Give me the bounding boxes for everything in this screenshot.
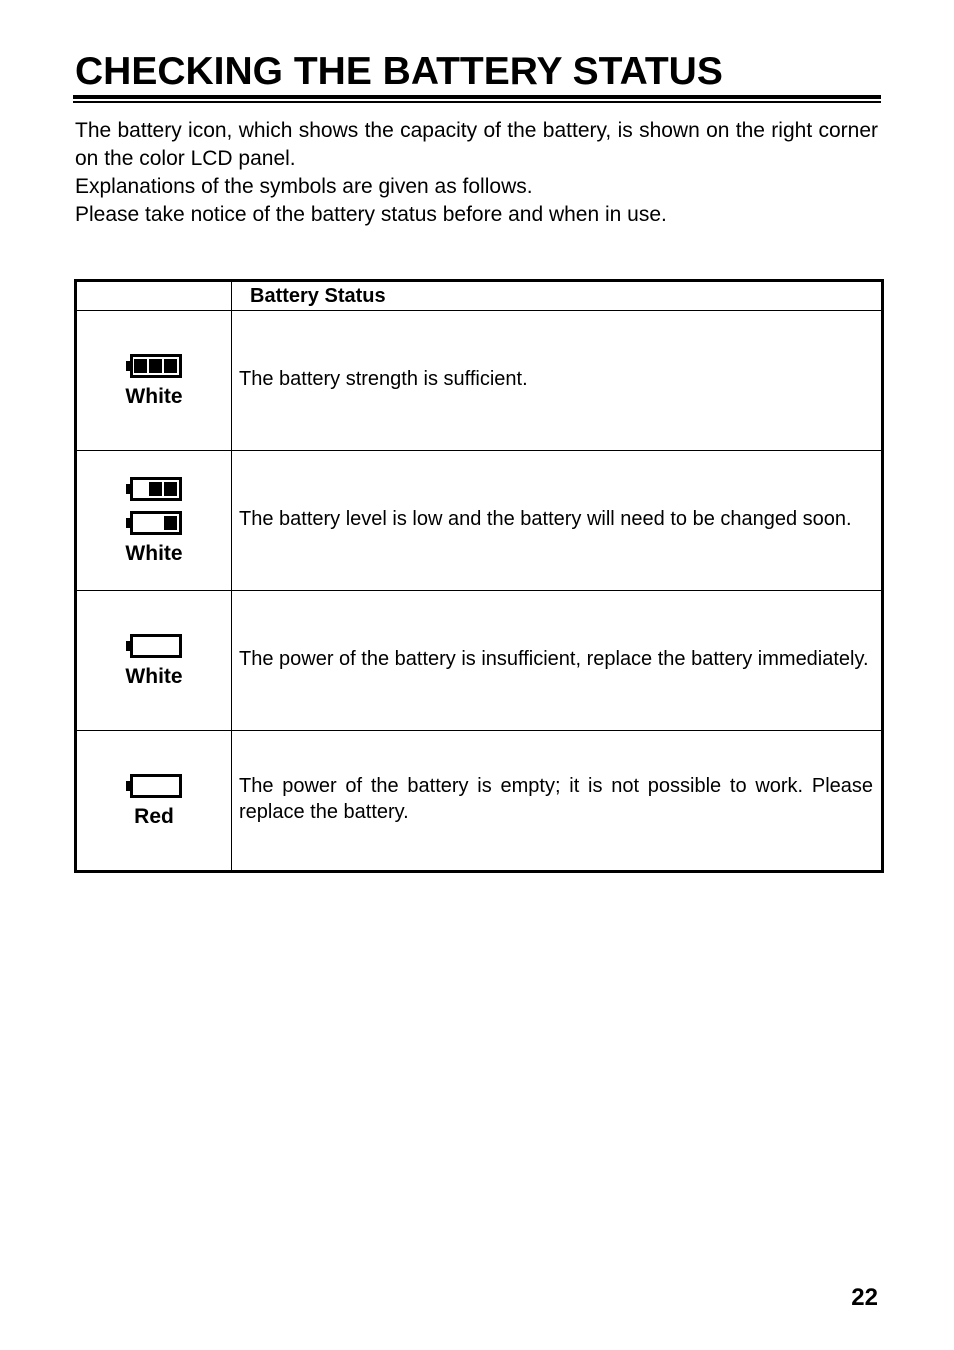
icon-stack [77, 773, 231, 799]
status-description: The power of the battery is insufficient, replace the battery immediately. [232, 591, 883, 731]
battery-one-bar-icon [125, 510, 183, 536]
battery-bar [149, 359, 162, 373]
icon-cell [76, 731, 232, 872]
battery-bar [149, 482, 162, 496]
page-title: CHECKING THE BATTERY STATUS [75, 50, 723, 93]
table-row [76, 731, 883, 872]
battery-bar [164, 516, 177, 530]
battery-bar [164, 482, 177, 496]
title-rule-thin [73, 101, 881, 103]
battery-bar [134, 359, 147, 373]
icon-stack [77, 476, 231, 536]
title-rule-thick [73, 95, 881, 99]
page-number: 22 [851, 1284, 878, 1311]
color-label: White [125, 541, 183, 565]
table-header-battery-status: Battery Status [232, 281, 883, 311]
table-row [76, 451, 883, 591]
battery-two-bars-icon [125, 476, 183, 502]
status-description: The battery strength is sufficient. [232, 311, 883, 451]
icon-cell [76, 591, 232, 731]
icon-stack [77, 353, 231, 379]
intro-paragraph-2: Explanations of the symbols are given as follows. [75, 175, 533, 198]
status-description: The battery level is low and the battery will need to be changed soon. [232, 451, 883, 591]
icon-cell [76, 451, 232, 591]
table-row [76, 591, 883, 731]
icon-stack [77, 633, 231, 659]
intro-paragraph-3: Please take notice of the battery status before and when in use. [75, 203, 667, 226]
color-label: Red [134, 804, 174, 828]
status-description: The power of the battery is empty; it is not possible to work. Please replace the battery. [232, 731, 883, 872]
battery-empty-icon [125, 773, 183, 799]
table-header-empty-cell [76, 281, 232, 311]
table-row [76, 311, 883, 451]
battery-empty-icon [125, 633, 183, 659]
icon-cell [76, 311, 232, 451]
intro-text [75, 117, 878, 229]
color-label: White [125, 664, 183, 688]
color-label: White [125, 384, 183, 408]
battery-status-table [74, 279, 884, 873]
table-header-row [76, 281, 883, 311]
intro-paragraph-1: The battery icon, which shows the capacity of the battery, is shown on the right corner on the color LCD panel. [75, 119, 878, 170]
battery-full-icon [125, 353, 183, 379]
battery-bar [164, 359, 177, 373]
